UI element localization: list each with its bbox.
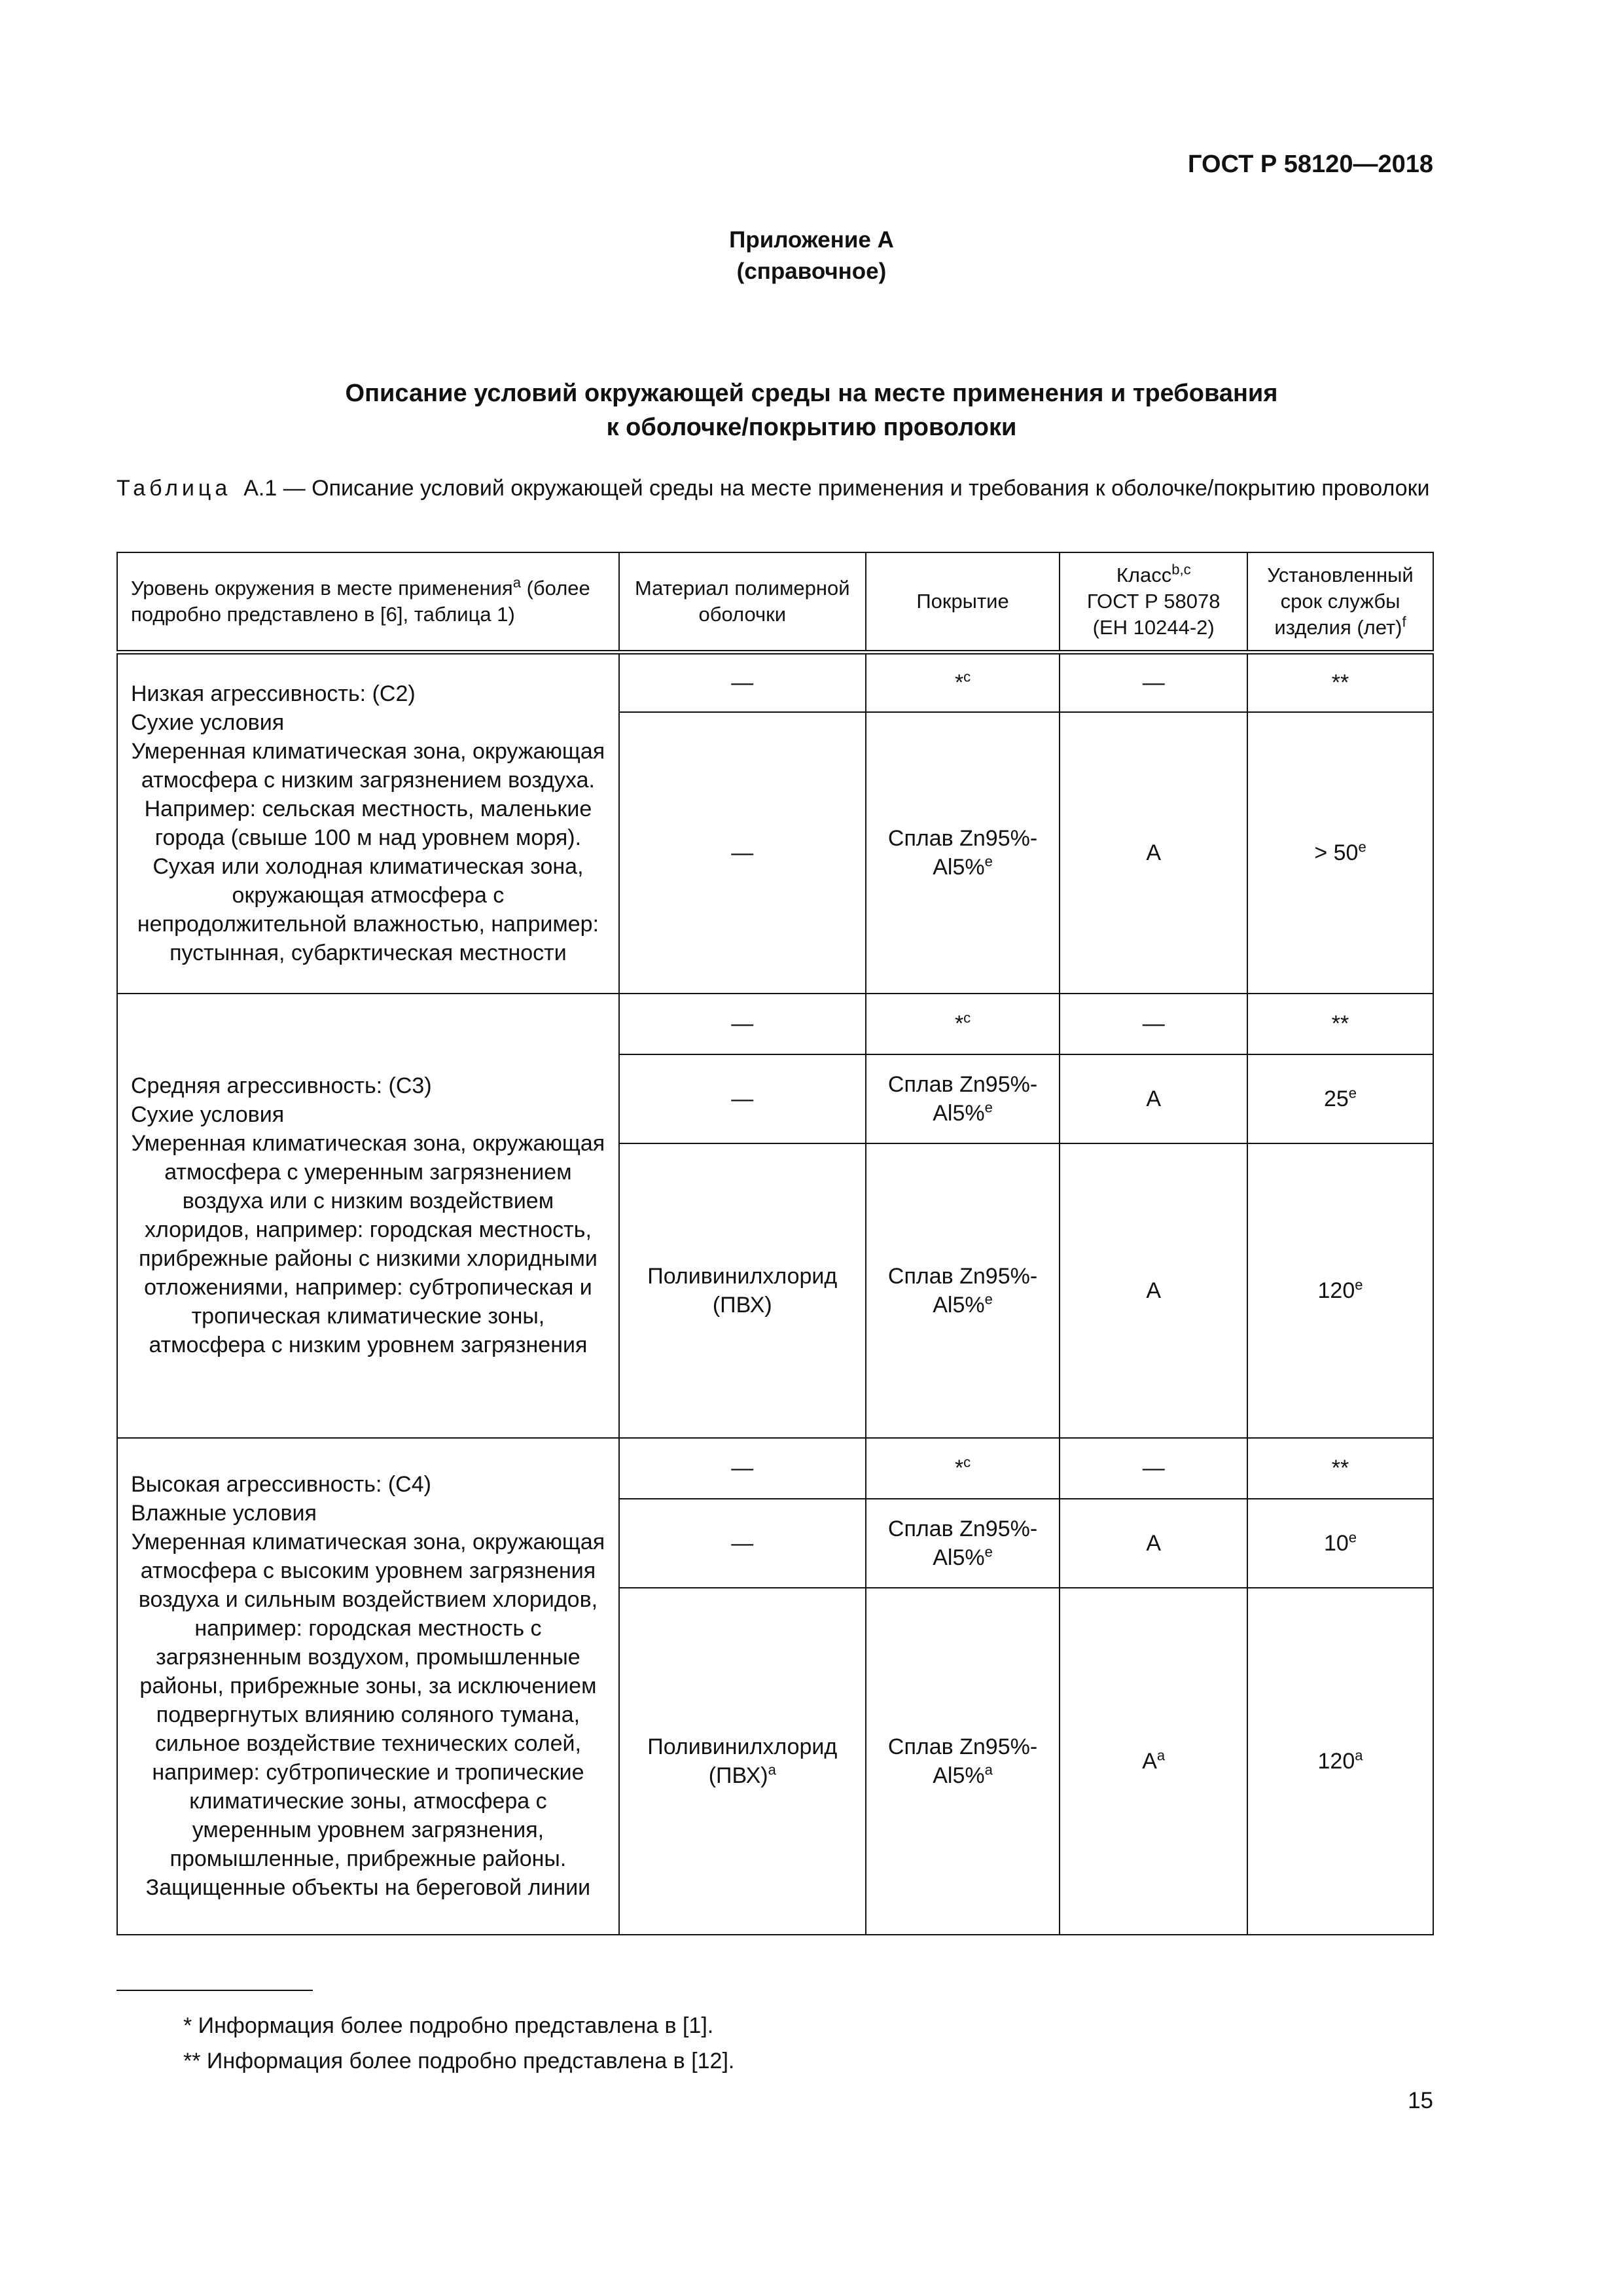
header-coating: Покрытие <box>866 552 1060 653</box>
material-cell: — <box>619 994 866 1054</box>
env-description-c3: Средняя агрессивность: (С3) Сухие условия Умеренная климатическая зона, окружающая атмосфера с умеренным загрязнением воздуха или с низким воздействием хлоридов, например: городская местность, прибрежные районы с низкими хлоридными отложениями, например: субтропическая и тропическая климатические зоны, атмосфера с низким уровнем загрязнения <box>117 994 619 1438</box>
material-cell: Поливинилхлорид (ПВХ)$^a$ <box>619 1588 866 1935</box>
appendix-subtitle: (справочное) <box>736 259 887 284</box>
section-title-line-1: Описание условий окружающей среды на месте применения и требования <box>345 380 1278 407</box>
table-row <box>117 1438 1433 1499</box>
coating-cell: *$^c$ <box>866 1438 1060 1499</box>
class-cell: $А^a$ <box>1060 1588 1247 1935</box>
service-life-cell: 120$^a$ <box>1247 1588 1433 1935</box>
coating-cell: Сплав Zn95%-Al5%$^e$ <box>866 712 1060 994</box>
coating-cell: Сплав Zn95%-Al5%$^a$ <box>866 1588 1060 1935</box>
footnote-2: ** Информация более подробно представлена в [12]. <box>183 2049 735 2073</box>
material-cell: — <box>619 1499 866 1588</box>
class-cell: А <box>1060 1054 1247 1143</box>
coating-cell: Сплав Zn95%-Al5%$^e$ <box>866 1054 1060 1143</box>
service-life-cell: ** <box>1247 994 1433 1054</box>
header-class: Класс$^{b,c}$ ГОСТ Р 58078 (ЕН 10244-2) <box>1060 552 1247 653</box>
coating-cell: Сплав Zn95%-Al5%$^e$ <box>866 1499 1060 1588</box>
coating-cell: *$^c$ <box>866 994 1060 1054</box>
env-description-c4: Высокая агрессивность: (С4) Влажные условия Умеренная климатическая зона, окружающая атмосфера с высоким уровнем загрязнения воздуха и сильным воздействием хлоридов, например: городская местность с загрязненным воздухом, промышленные районы, прибрежные зоны, за исключением подвергнутых влиянию соляного тумана, сильное воздействие технических солей, например: субтропические и тропические климатические зоны, атмосфера с умеренным уровнем загрязнения, промышленные, прибрежные районы. Защищенные объекты на береговой линии <box>117 1438 619 1935</box>
service-life-cell: 25e <box>1247 1054 1433 1143</box>
class-cell: — <box>1060 994 1247 1054</box>
requirements-table <box>116 552 1434 1935</box>
service-life-cell: 10e <box>1247 1499 1433 1588</box>
material-cell: — <box>619 1438 866 1499</box>
service-life-cell: 120e <box>1247 1143 1433 1438</box>
material-cell: — <box>619 712 866 994</box>
section-title-line-2: к оболочке/покрытию проволоки <box>606 414 1017 441</box>
appendix-heading <box>0 224 1623 287</box>
footnotes <box>183 2008 734 2079</box>
header-service-life: Установленный срок службы изделия (лет)$^f$ <box>1247 552 1433 653</box>
footnote-1: * Информация более подробно представлена в [1]. <box>183 2013 714 2038</box>
class-cell: А <box>1060 712 1247 994</box>
material-cell: — <box>619 653 866 712</box>
appendix-title: Приложение А <box>729 227 894 253</box>
service-life-cell: ** <box>1247 653 1433 712</box>
section-title <box>0 376 1623 444</box>
table-caption-text: А.1 — Описание условий окружающей среды на месте применения и требования к оболочке/покрытию проволоки <box>243 476 1430 501</box>
material-cell: Поливинилхлорид (ПВХ) <box>619 1143 866 1438</box>
footnote-divider <box>116 1990 313 1991</box>
header-material: Материал полимерной оболочки <box>619 552 866 653</box>
class-cell: — <box>1060 653 1247 712</box>
table-caption-label: Таблица <box>116 476 232 501</box>
table-row <box>117 653 1433 712</box>
material-cell: — <box>619 1054 866 1143</box>
coating-cell: *$^c$ <box>866 653 1060 712</box>
class-cell: А <box>1060 1143 1247 1438</box>
header-env-level: Уровень окружения в месте применения$^a$ (более подробно представлено в [6], таблица 1) <box>117 552 619 653</box>
coating-cell: Сплав Zn95%-Al5%$^e$ <box>866 1143 1060 1438</box>
class-cell: — <box>1060 1438 1247 1499</box>
service-life-cell: ** <box>1247 1438 1433 1499</box>
page-number: 15 <box>1408 2088 1433 2113</box>
table-caption <box>116 473 1438 503</box>
env-description-c2: Низкая агрессивность: (С2) Сухие условия Умеренная климатическая зона, окружающая атмосфера с низким загрязнением воздуха. Например: сельская местность, маленькие города (свыше 100 м над уровнем моря). Сухая или холодная климатическая зона, окружающая атмосфера с непродолжительной влажностью, например: пустынная, субарктическая местности <box>117 653 619 994</box>
service-life-cell: > $50^e$ <box>1247 712 1433 994</box>
table-header-row <box>117 552 1433 653</box>
document-code: ГОСТ Р 58120—2018 <box>1188 151 1433 178</box>
table-row <box>117 994 1433 1054</box>
class-cell: А <box>1060 1499 1247 1588</box>
